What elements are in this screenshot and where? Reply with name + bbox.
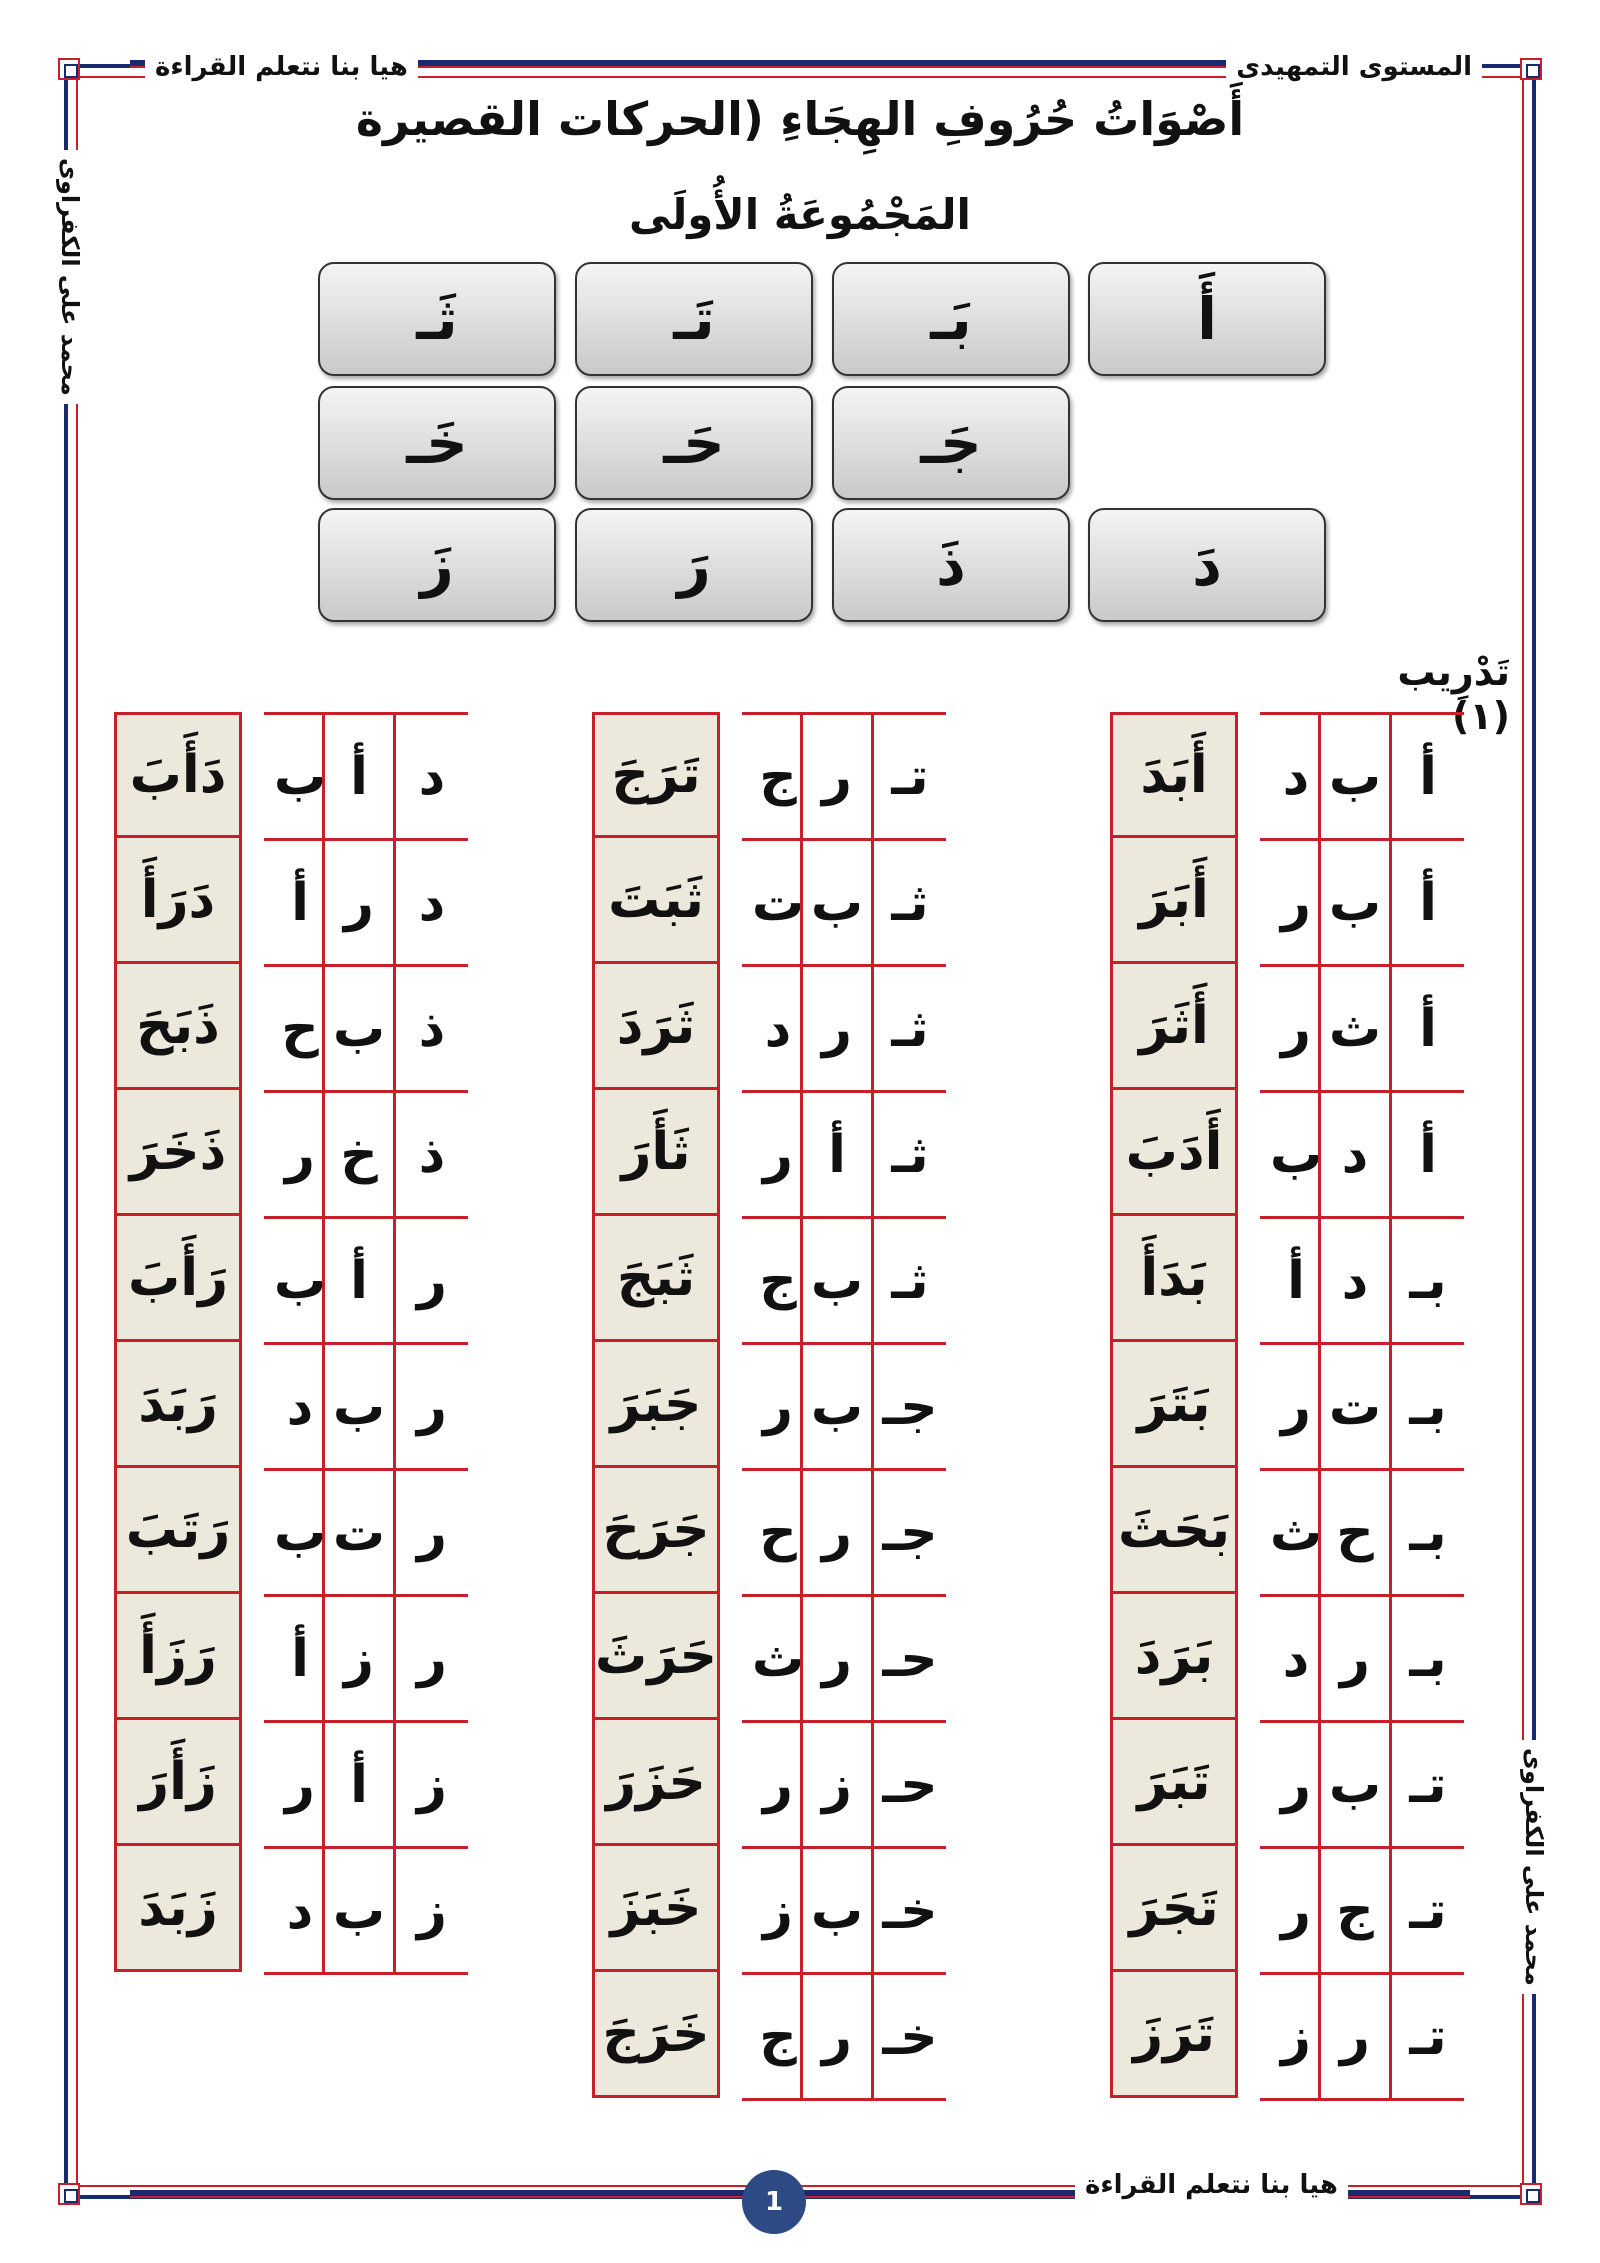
exercise-letter-cell: ثـ (874, 1216, 946, 1342)
exercise-letter-cell: د (742, 964, 814, 1090)
letter-key: خَـ (318, 386, 556, 500)
exercise-word: ثَرَدَ (592, 964, 720, 1090)
exercise-letter-cell: ر (396, 1342, 468, 1468)
exercise-letter-cell: ت (1318, 1342, 1392, 1468)
exercise-letter-cell: ر (800, 964, 874, 1090)
exercise-letter-cell: بـ (1392, 1594, 1464, 1720)
letter-key: رَ (575, 508, 813, 622)
exercise-word: تَرَجَ (592, 712, 720, 838)
exercise-letter-cell: حـ (874, 1594, 946, 1720)
exercise-letter-cell: د (1318, 1216, 1392, 1342)
exercise-letter-cell: ز (322, 1594, 396, 1720)
exercise-letter-cell: خـ (874, 1846, 946, 1972)
exercise-letter-cell: أ (1392, 712, 1464, 838)
table-bottom-line (264, 1972, 468, 1975)
exercise-word: حَزَرَ (592, 1720, 720, 1846)
exercise-letter-cell: ب (800, 838, 874, 964)
exercise-letter-cell: د (1260, 712, 1332, 838)
exercise-word: بَدَأَ (1110, 1216, 1238, 1342)
exercise-word: رَتَبَ (114, 1468, 242, 1594)
table-bottom-line (1260, 2098, 1464, 2101)
exercise-letter-cell: تـ (1392, 1720, 1464, 1846)
letter-key: زَ (318, 508, 556, 622)
letter-key: بَـ (832, 262, 1070, 376)
exercise-word: زَبَدَ (114, 1846, 242, 1972)
exercise-letter-cell: حـ (874, 1720, 946, 1846)
exercise-letter-cell: ب (1318, 838, 1392, 964)
exercise-letter-cell: ب (264, 1468, 336, 1594)
exercise-letter-cell: خـ (874, 1972, 946, 2098)
exercise-letter-cell: ر (396, 1594, 468, 1720)
exercise-letter-cell: د (1260, 1594, 1332, 1720)
exercise-letter-cell: ز (1260, 1972, 1332, 2098)
corner-ornament (58, 58, 80, 80)
exercise-letter-cell: ث (1318, 964, 1392, 1090)
exercise-letter-cell: بـ (1392, 1342, 1464, 1468)
exercise-letter-cell: أ (1392, 964, 1464, 1090)
exercise-word: أَبَرَ (1110, 838, 1238, 964)
exercise-letter-cell: ب (1318, 1720, 1392, 1846)
exercise-letter-cell: ح (742, 1468, 814, 1594)
letter-key: ذَ (832, 508, 1070, 622)
exercise-letter-cell: د (264, 1342, 336, 1468)
exercise-letter-cell: ب (800, 1216, 874, 1342)
exercise-letter-cell: ز (742, 1846, 814, 1972)
exercise-letter-cell: ر (800, 1468, 874, 1594)
exercise-word: تَرَزَ (1110, 1972, 1238, 2098)
exercise-letter-cell: ج (742, 1972, 814, 2098)
exercise-letter-cell: ب (264, 1216, 336, 1342)
exercise-letter-cell: أ (264, 1594, 336, 1720)
exercise-letter-cell: أ (800, 1090, 874, 1216)
author-name-right: محمد على الكفراوى (1520, 1740, 1548, 1994)
header-level: المستوى التمهيدى (1226, 52, 1482, 82)
exercise-letter-cell: ب (800, 1846, 874, 1972)
exercise-letter-cell: ت (742, 838, 814, 964)
corner-ornament (1520, 2183, 1542, 2205)
exercise-letter-cell: ر (1260, 1846, 1332, 1972)
letter-key: ثَـ (318, 262, 556, 376)
exercise-letter-cell: أ (322, 1720, 396, 1846)
exercise-letter-cell: ر (1318, 1594, 1392, 1720)
page-number-badge: 1 (742, 2170, 806, 2234)
group-title: المَجْمُوعَةُ الأُولَى (629, 190, 971, 239)
exercise-word: رَبَدَ (114, 1342, 242, 1468)
exercise-word: بَتَرَ (1110, 1342, 1238, 1468)
exercise-word: خَبَزَ (592, 1846, 720, 1972)
exercise-word: أَدَبَ (1110, 1090, 1238, 1216)
exercise-word: حَرَثَ (592, 1594, 720, 1720)
exercise-letter-cell: ب (322, 1342, 396, 1468)
exercise-letter-cell: أ (1392, 1090, 1464, 1216)
exercise-letter-cell: د (1318, 1090, 1392, 1216)
exercise-letter-cell: ثـ (874, 964, 946, 1090)
exercise-word: بَرَدَ (1110, 1594, 1238, 1720)
exercise-letter-cell: ز (396, 1720, 468, 1846)
exercise-letter-cell: تـ (1392, 1846, 1464, 1972)
exercise-letter-cell: ج (742, 1216, 814, 1342)
exercise-letter-cell: ج (742, 712, 814, 838)
exercise-word: تَجَرَ (1110, 1846, 1238, 1972)
exercise-letter-cell: ر (322, 838, 396, 964)
exercise-letter-cell: أ (264, 838, 336, 964)
footer-series-title: هيا بنا نتعلم القراءة (1075, 2170, 1348, 2200)
page-title: أَصْوَاتُ حُرُوفِ الهِجَاءِ (الحركات القصيرة (355, 92, 1245, 146)
exercise-word: ثَبَجَ (592, 1216, 720, 1342)
exercise-letter-cell: جـ (874, 1468, 946, 1594)
exercise-letter-cell: د (396, 838, 468, 964)
exercise-letter-cell: ح (1318, 1468, 1392, 1594)
exercise-letter-cell: تـ (1392, 1972, 1464, 2098)
header-series-title: هيا بنا نتعلم القراءة (145, 52, 418, 82)
exercise-letter-cell: ث (1260, 1468, 1332, 1594)
exercise-letter-cell: تـ (874, 712, 946, 838)
exercise-letter-cell: ب (264, 712, 336, 838)
exercise-letter-cell: ر (1260, 964, 1332, 1090)
exercise-word: خَرَجَ (592, 1972, 720, 2098)
exercise-letter-cell: ر (1260, 1720, 1332, 1846)
exercise-letter-cell: ر (1318, 1972, 1392, 2098)
exercise-letter-cell: ز (800, 1720, 874, 1846)
exercise-word: تَبَرَ (1110, 1720, 1238, 1846)
exercise-word: ذَخَرَ (114, 1090, 242, 1216)
exercise-letter-cell: بـ (1392, 1468, 1464, 1594)
letter-key: تَـ (575, 262, 813, 376)
exercise-letter-cell: ب (1260, 1090, 1332, 1216)
exercise-word: جَبَرَ (592, 1342, 720, 1468)
exercise-letter-cell: د (264, 1846, 336, 1972)
exercise-letter-cell: ثـ (874, 1090, 946, 1216)
exercise-word: أَثَرَ (1110, 964, 1238, 1090)
exercise-letter-cell: ر (1260, 1342, 1332, 1468)
exercise-letter-cell: ب (1318, 712, 1392, 838)
corner-ornament (1520, 58, 1542, 80)
exercise-letter-cell: ر (264, 1090, 336, 1216)
corner-ornament (58, 2183, 80, 2205)
exercise-letter-cell: ر (1260, 838, 1332, 964)
letter-key: حَـ (575, 386, 813, 500)
exercise-word: ثَأَرَ (592, 1090, 720, 1216)
exercise-word: رَزَأَ (114, 1594, 242, 1720)
exercise-letter-cell: جـ (874, 1342, 946, 1468)
exercise-letter-cell: ر (396, 1216, 468, 1342)
exercise-word: زَأَرَ (114, 1720, 242, 1846)
exercise-letter-cell: بـ (1392, 1216, 1464, 1342)
exercise-letter-cell: د (396, 712, 468, 838)
exercise-label: تَدْرِيب (١) (1397, 650, 1510, 738)
exercise-letter-cell: ثـ (874, 838, 946, 964)
exercise-letter-cell: ر (800, 1594, 874, 1720)
exercise-word: بَحَثَ (1110, 1468, 1238, 1594)
exercise-letter-cell: ذ (396, 1090, 468, 1216)
table-bottom-line (742, 2098, 946, 2101)
exercise-letter-cell: ر (742, 1090, 814, 1216)
exercise-letter-cell: ح (264, 964, 336, 1090)
exercise-letter-cell: خ (322, 1090, 396, 1216)
exercise-letter-cell: ج (1318, 1846, 1392, 1972)
exercise-letter-cell: أ (322, 1216, 396, 1342)
exercise-word: ثَبَتَ (592, 838, 720, 964)
exercise-word: جَرَحَ (592, 1468, 720, 1594)
exercise-letter-cell: ر (396, 1468, 468, 1594)
exercise-letter-cell: ب (322, 964, 396, 1090)
exercise-letter-cell: ر (264, 1720, 336, 1846)
exercise-letter-cell: ز (396, 1846, 468, 1972)
letter-key: دَ (1088, 508, 1326, 622)
exercise-letter-cell: ت (322, 1468, 396, 1594)
exercise-letter-cell: ث (742, 1594, 814, 1720)
exercise-word: دَأَبَ (114, 712, 242, 838)
exercise-word: أَبَدَ (1110, 712, 1238, 838)
exercise-letter-cell: ب (322, 1846, 396, 1972)
exercise-word: دَرَأَ (114, 838, 242, 964)
exercise-word: رَأَبَ (114, 1216, 242, 1342)
exercise-word: ذَبَحَ (114, 964, 242, 1090)
exercise-letter-cell: ر (800, 1972, 874, 2098)
exercise-letter-cell: ذ (396, 964, 468, 1090)
letter-key: جَـ (832, 386, 1070, 500)
author-name-left: محمد على الكفراوى (56, 150, 84, 404)
exercise-letter-cell: ر (742, 1720, 814, 1846)
exercise-letter-cell: ب (800, 1342, 874, 1468)
letter-key: أَ (1088, 262, 1326, 376)
exercise-letter-cell: أ (1260, 1216, 1332, 1342)
exercise-letter-cell: أ (322, 712, 396, 838)
exercise-letter-cell: ر (800, 712, 874, 838)
exercise-letter-cell: ر (742, 1342, 814, 1468)
exercise-letter-cell: أ (1392, 838, 1464, 964)
